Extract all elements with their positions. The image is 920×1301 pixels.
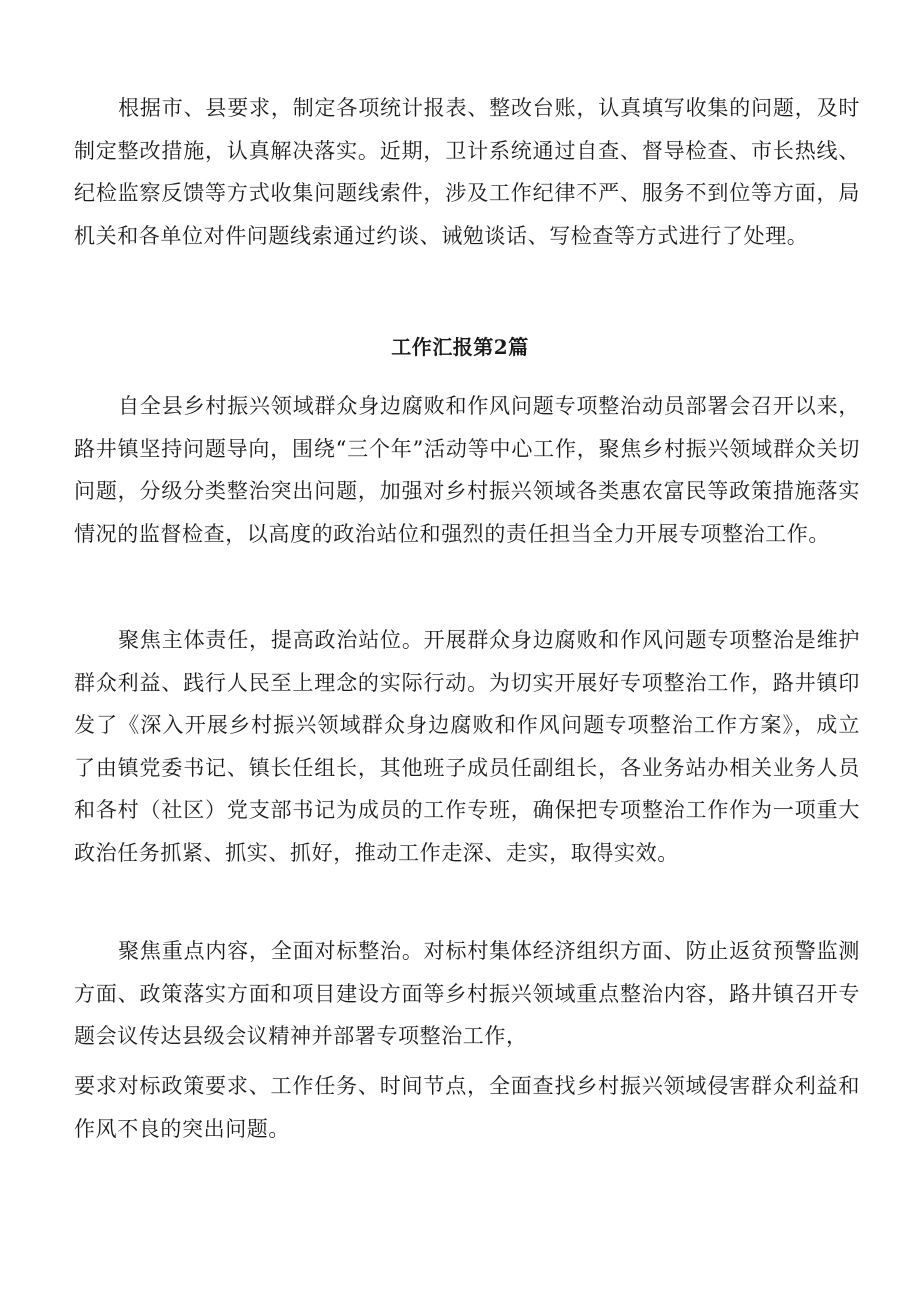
paragraph-3: 聚焦主体责任，提高政治站位。开展群众身边腐败和作风问题专项整治是维护群众利益、践行人民至上理念的实际行动。为切实开展好专项整治工作，路井镇印发了《深入开展乡村振兴领域群众身边腐败和作风问题专项整治工作方案》，成立了由镇党委书记、镇长任组长，其他班子成员任副组长，各业务站办相关业务人员和各村（社区）党支部书记为成员的工作专班，确保把专项整治工作作为一项重大政治任务抓紧、抓实、抓好，推动工作走深、走实，取得实效。 (74, 628, 860, 865)
paragraph-1: 根据市、县要求，制定各项统计报表、整改台账，认真填写收集的问题，及时制定整改措施，认真解决落实。近期，卫计系统通过自查、督导检查、市长热线、纪检监察反馈等方式收集问题线索件，涉及工作纪律不严、服务不到位等方面，局机关和各单位对件问题线索通过约谈、诫勉谈话、写检查等方式进行了处理。 (74, 96, 860, 248)
paragraph-2: 自全县乡村振兴领域群众身边腐败和作风问题专项整治动员部署会召开以来，路井镇坚持问题导向，围绕“三个年”活动等中心工作，聚焦乡村振兴领域群众关切问题，分级分类整治突出问题，加强对乡村振兴领域各类惠农富民等政策措施落实情况的监督检查，以高度的政治站位和强烈的责任担当全力开展专项整治工作。 (74, 394, 860, 546)
section-heading: 工作汇报第2篇 (391, 335, 529, 359)
paragraph-4: 聚焦重点内容，全面对标整治。对标村集体经济组织方面、防止返贫预警监测方面、政策落实方面和项目建设方面等乡村振兴领域重点整治内容，路井镇召开专题会议传达县级会议精神并部署专项整治工作， (74, 939, 860, 1048)
paragraph-5: 要求对标政策要求、工作任务、时间节点，全面查找乡村振兴领域侵害群众利益和作风不良的突出问题。 (74, 1074, 860, 1141)
